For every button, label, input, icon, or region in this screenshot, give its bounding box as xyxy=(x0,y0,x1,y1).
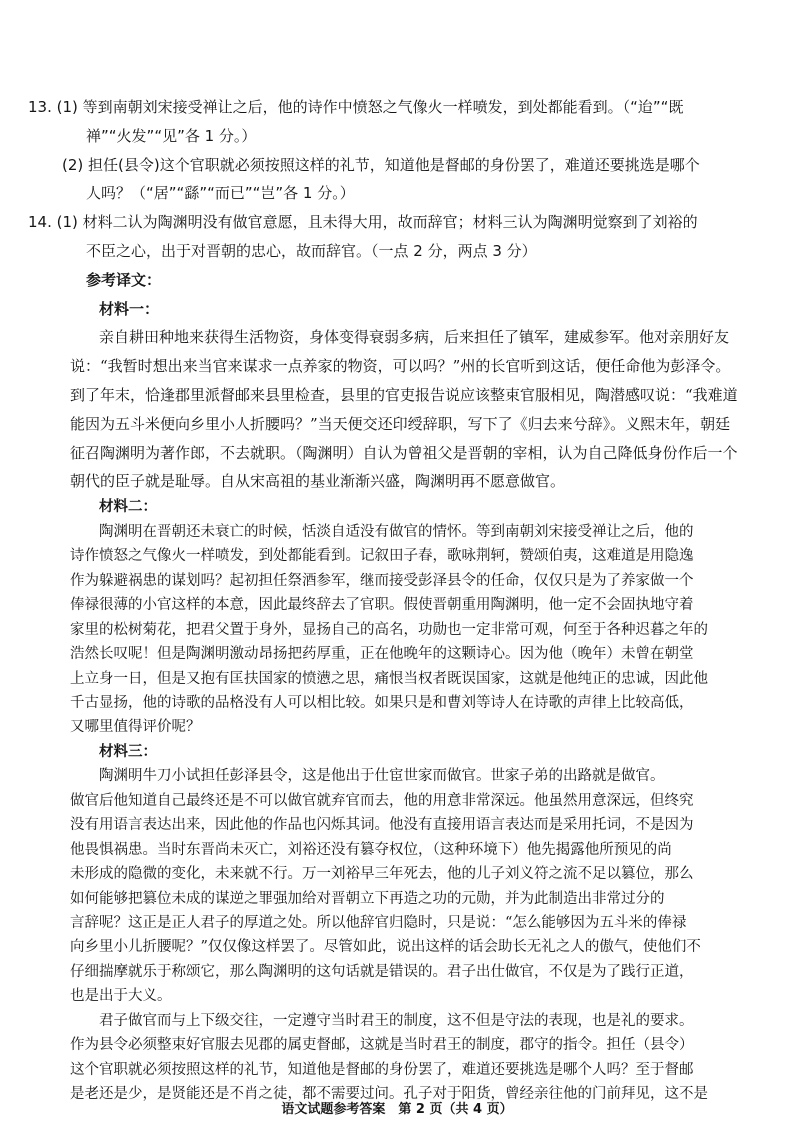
material-1-line: 征召陶渊明为著作郎，不去就职。（陶渊明）自认为曾祖父是晋朝的宰相，认为自己降低身份作后一个 xyxy=(70,443,738,462)
material-3b-line: 是老还是少，是贤能还是不肖之徒，都不需要过问。孔子对于阳货，曾经亲往他的门前拜见，这不是 xyxy=(70,1086,708,1103)
reference-translation-label: 参考译文： xyxy=(86,270,162,289)
q13-part1-line2: 禅”“火发”“见”各 1 分。） xyxy=(86,126,257,145)
q14-part1-line2: 不臣之心，出于对晋朝的忠心，故而辞官。（一点 2 分，两点 3 分） xyxy=(86,242,537,260)
q13-part2-line2: 人吗？（“居”“繇”“而已”“岂”各 1 分。） xyxy=(86,184,355,203)
material-1-line: 朝代的臣子就是耻辱。自从宋高祖的基业渐渐兴盛，陶渊明再不愿意做官。 xyxy=(70,472,566,491)
material-2-line: 俸禄很薄的小官这样的本意，因此最终辞去了官职。假使晋朝重用陶渊明，他一定不会固执地守着 xyxy=(70,597,694,614)
material-1-line: 到了年末，恰逢郡里派督邮来县里检查，县里的官吏报告说应该整束官服相见，陶潜感叹说：“我难道 xyxy=(70,386,738,404)
q13-part2-line1: (2) 担任(县令)这个官职就必须按照这样的礼节，知道他是督邮的身份罢了，难道还要挑选是哪个 xyxy=(62,155,700,174)
q13-part1-line1: 13. (1) 等到南朝刘宋接受禅让之后，他的诗作中愤怒之气像火一样喷发，到处都能看到。（“迨”“既 xyxy=(28,98,684,116)
material-3-line: 没有用语言表达出来，因此他的作品也闪烁其词。他没有直接用语言表达而是采用托词，不是因为 xyxy=(70,817,694,834)
material-2-line: 浩然长叹呢！但是陶渊明激动昂扬把药厚重，正在他晚年的这颗诗心。因为他（晚年）未曾在朝堂 xyxy=(70,646,694,663)
material-2-line: 千古显扬，他的诗歌的品格没有人可以相比较。如果只是和曹刘等诗人在诗歌的声律上比较高低， xyxy=(70,694,694,711)
material-1-line: 亲自耕田种地来获得生活物资，身体变得衰弱多病，后来担任了镇军，建威参军。他对亲朋好友 xyxy=(99,328,730,347)
material-3-label: 材料三： xyxy=(99,742,157,760)
material-2-line: 作为躲避祸患的谋划吗？起初担任祭酒参军，继而接受彭泽县令的任命，仅仅只是为了养家做一个 xyxy=(70,572,694,589)
material-3-line: 仔细揣摩就乐于称颂它，那么陶渊明的这句话就是错误的。君子出仕做官，不仅是为了践行正道， xyxy=(70,963,694,980)
material-3b-line: 这个官职就必须按照这样的礼节，知道他是督邮的身份罢了，难道还要挑选是哪个人吗？至于督邮 xyxy=(70,1061,694,1078)
material-2-line: 陶渊明在晋朝还未衰亡的时候，恬淡自适没有做官的情怀。等到南朝刘宋接受禅让之后，他的 xyxy=(99,523,694,540)
material-2-line: 家里的松树菊花，把君父置于身外，显扬自己的高名，功勋也一定非常可观，何至于各种迟暮之年的 xyxy=(70,621,708,638)
material-2-label: 材料二： xyxy=(99,498,157,516)
material-3-line: 言辞呢？这正是正人君子的厚道之处。所以他辞官归隐时，只是说：“怎么能够因为五斗米的俸禄 xyxy=(70,914,687,931)
q14-part1-line1: 14. (1) 材料二认为陶渊明没有做官意愿，且未得大用，故而辞官；材料三认为陶渊明觉察到了刘裕的 xyxy=(28,213,698,232)
material-1-line: 说：“我暂时想出来当官来谋求一点养家的物资，可以吗？”州的长官听到这话，便任命他为彭泽令。 xyxy=(70,357,731,376)
material-1-label: 材料一： xyxy=(99,299,160,318)
page-footer: 语文试题参考答案 第 2 页（共 4 页） xyxy=(281,1102,513,1117)
material-3b-line: 作为县令必须整束好官服去见郡的属吏督邮，这就是当时君王的制度，郡守的指令。担任（县令） xyxy=(70,1037,694,1054)
material-3-line: 陶渊明牛刀小试担任彭泽县令，这是他出于仕宦世家而做官。世家子弟的出路就是做官。 xyxy=(99,768,665,785)
material-2-line: 又哪里值得评价呢？ xyxy=(70,719,201,736)
material-3-line: 做官后他知道自己最终还是不可以做官就弃官而去，他的用意非常深远。他虽然用意深远，但终究 xyxy=(70,792,694,809)
material-3-line: 也是出于大义。 xyxy=(70,988,172,1005)
material-3-line: 他畏惧祸患。当时东晋尚未灭亡，刘裕还没有篡夺权位，（这种环境下）他先揭露他所预见的尚 xyxy=(70,841,672,858)
material-3b-line: 君子做官而与上下级交往，一定遵守当时君王的制度，这不但是守法的表现，也是礼的要求。 xyxy=(99,1012,694,1029)
material-3-line: 向乡里小儿折腰呢？”仅仅像这样罢了。尽管如此，说出这样的话会助长无礼之人的傲气，使他们不 xyxy=(70,939,701,956)
material-2-line: 诗作愤怒之气像火一样喷发，到处都能看到。记叙田子春，歌咏荆轲，赞颂伯夷，这难道是用隐逸 xyxy=(70,548,694,565)
material-1-line: 能因为五斗米便向乡里小人折腰吗？”当天便交还印绶辞职，写下了《归去来兮辞》。义熙末年，朝廷 xyxy=(70,414,731,433)
material-2-line: 上立身一日，但是又抱有匡扶国家的愤懑之思，痛恨当权者既误国家，这就是他纯正的忠诚，因此他 xyxy=(70,670,708,687)
material-3-line: 未形成的隐微的变化，未来就不行。万一刘裕早三年死去，他的儿子刘义符之流不足以篡位，那么 xyxy=(70,866,694,883)
material-3-line: 如何能够把篡位未成的谋逆之罪强加给对晋朝立下再造之功的元勋，并为此制造出非常过分的 xyxy=(70,890,665,907)
